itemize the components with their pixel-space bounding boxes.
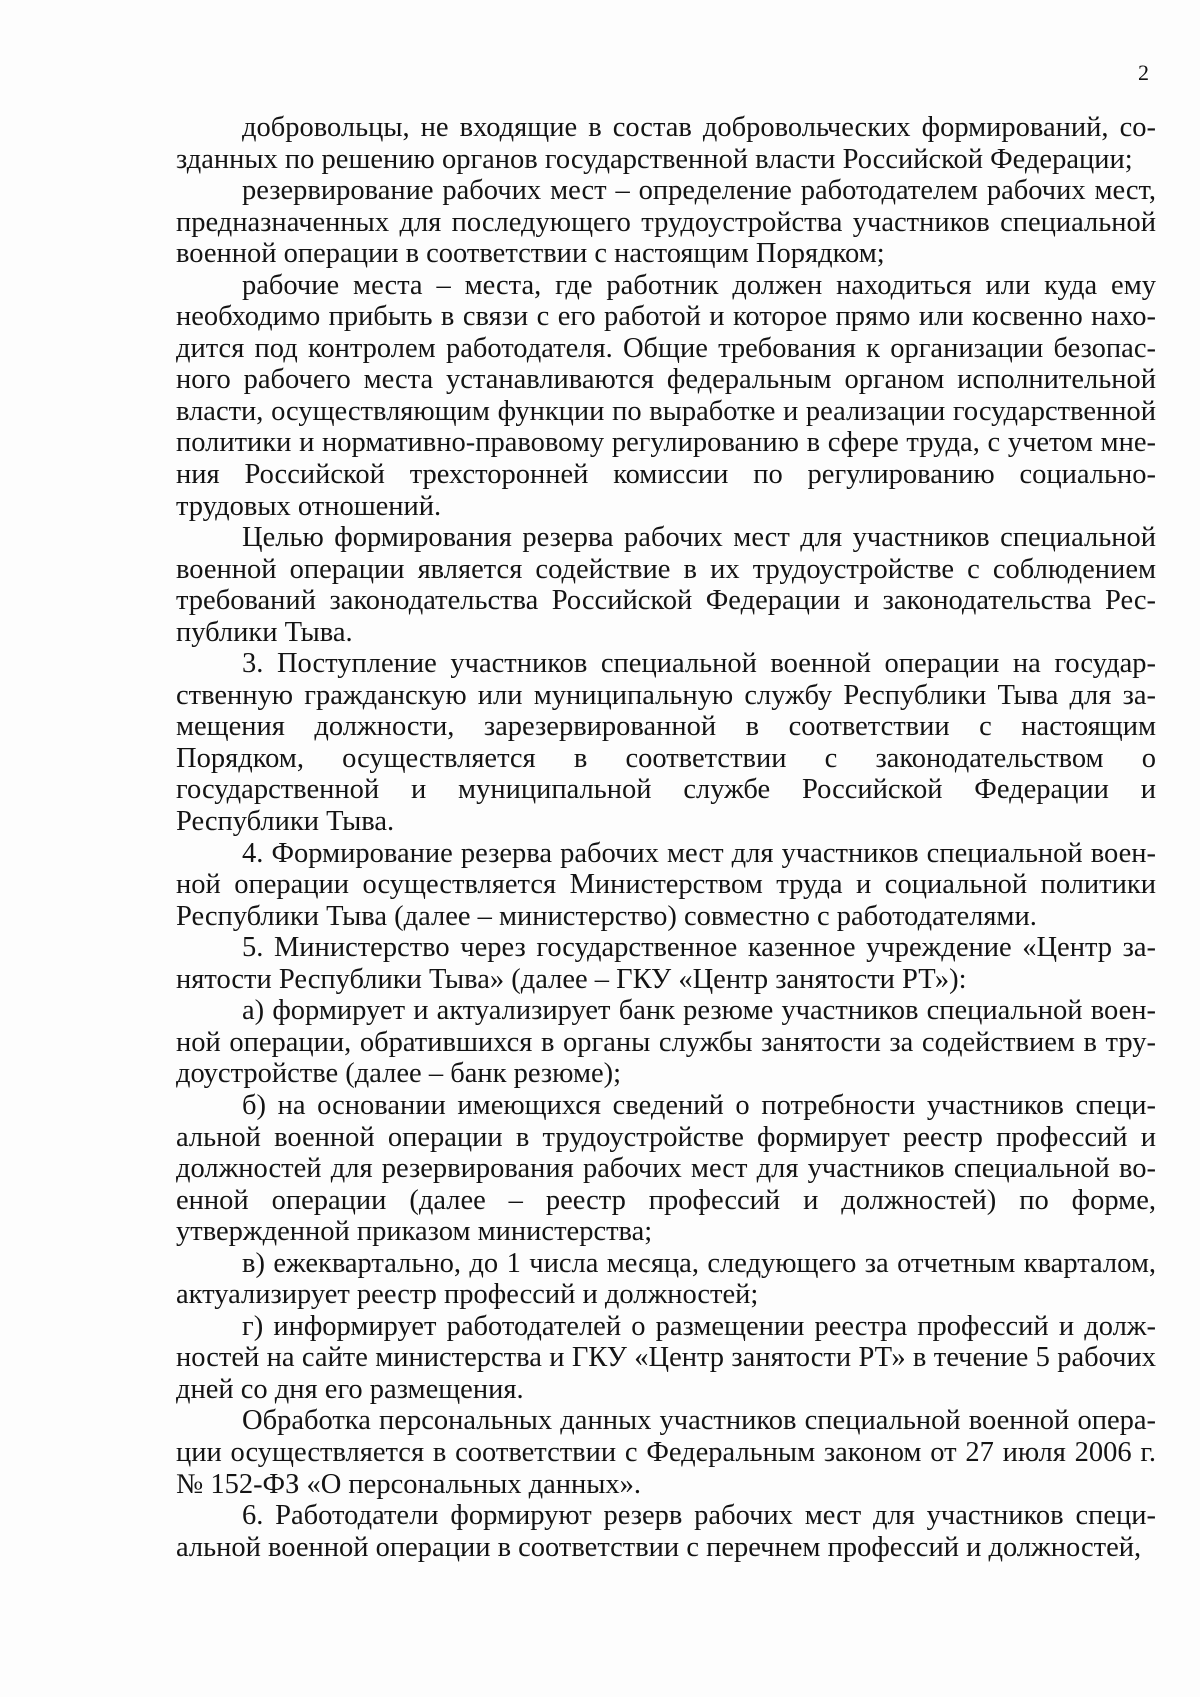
- paragraph-item-3: 3. Поступление участников специальной военной операции на государственную гражданскую или муниципальную службу Республики Тыва для замещения должности, зарезервированной в соответствии с настоящим Порядком, осуществляется в соответствии с законодательством о государственной и муниципальной службе Российской Федерации и Республики Тыва.: [176, 648, 1156, 838]
- document-body: [176, 112, 1156, 1563]
- paragraph-item-5v: в) ежеквартально, до 1 числа месяца, следующего за отчетным кварталом, актуализирует реестр профессий и должностей;: [176, 1247, 1156, 1311]
- paragraph-item-5g: г) информирует работодателей о размещении реестра профессий и должностей на сайте министерства и ГКУ «Центр занятости РТ» в течение 5 рабочих дней со дня его размещения.: [176, 1310, 1156, 1405]
- paragraph-personal-data: Обработка персональных данных участников специальной военной операции осуществляется в соответствии с Федеральным законом от 27 июля 2006 г. № 152-ФЗ «О персональных данных».: [176, 1405, 1156, 1500]
- paragraph-volunteers: добровольцы, не входящие в состав добровольческих формирований, созданных по решению органов государственной власти Российской Федерации;: [176, 112, 1156, 175]
- paragraph-reservation-definition: резервирование рабочих мест – определение работодателем рабочих мест, предназначенных для последующего трудоустройства участников специальной военной операции в соответствии с настоящим Порядком;: [176, 175, 1156, 270]
- paragraph-item-5b: б) на основании имеющихся сведений о потребности участников специальной военной операции в трудоустройстве формирует реестр профессий и должностей для резервирования рабочих мест для участников специальной военной операции (далее – реестр профессий и должностей) по форме, утвержденной приказом министерства;: [176, 1089, 1156, 1248]
- paragraph-item-5: 5. Министерство через государственное казенное учреждение «Центр занятости Республики Тыва» (далее – ГКУ «Центр занятости РТ»):: [176, 932, 1156, 995]
- page-number: 2: [1138, 60, 1149, 85]
- paragraph-purpose: Целью формирования резерва рабочих мест для участников специальной военной операции является содействие в их трудоустройстве с соблюдением требований законодательства Российской Федерации и законодательства Республики Тыва.: [176, 522, 1156, 648]
- paragraph-workplace-definition: рабочие места – места, где работник должен находиться или куда ему необходимо прибыть в связи с его работой и которое прямо или косвенно находится под контролем работодателя. Общие требования к организации безопасного рабочего места устанавливаются федеральным органом исполнительной власти, осуществляющим функции по выработке и реализации государственной политики и нормативно-правовому регулированию в сфере труда, с учетом мнения Российской трехсторонней комиссии по регулированию социально-трудовых отношений.: [176, 269, 1156, 522]
- paragraph-item-6: 6. Работодатели формируют резерв рабочих мест для участников специальной военной операции в соответствии с перечнем профессий и должностей,: [176, 1500, 1156, 1563]
- paragraph-item-5a: а) формирует и актуализирует банк резюме участников специальной военной операции, обратившихся в органы службы занятости за содействием в трудоустройстве (далее – банк резюме);: [176, 995, 1156, 1090]
- paragraph-item-4: 4. Формирование резерва рабочих мест для участников специальной военной операции осуществляется Министерством труда и социальной политики Республики Тыва (далее – министерство) совместно с работодателями.: [176, 837, 1156, 932]
